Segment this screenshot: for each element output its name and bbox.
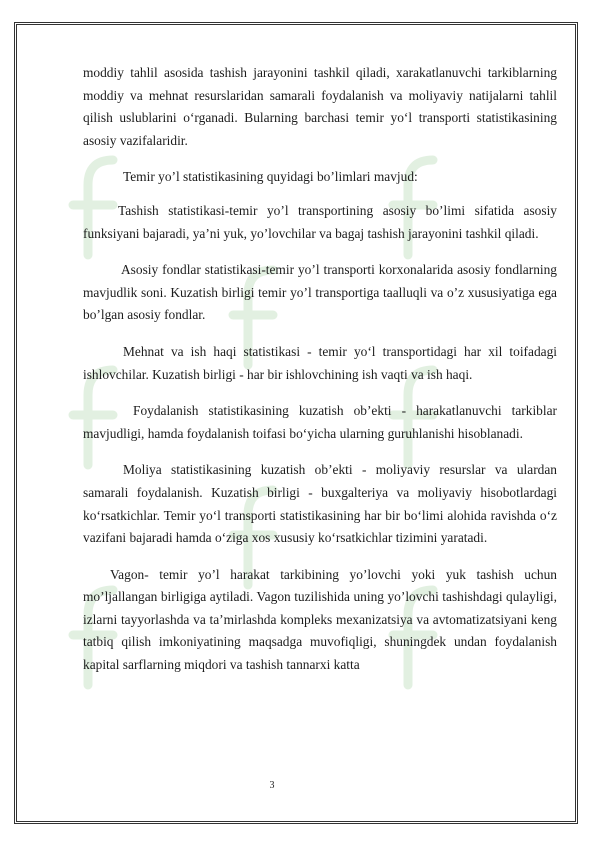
paragraph-usage-statistics: Foydalanish statistikasining kuzatish ob’ekti - harakatlanuvchi tarkiblar mavjudligi, hamda foydalanish toifasi bo‘yicha ularning guruhlanishi hisoblanadi. — [83, 403, 557, 441]
document-body — [83, 62, 557, 677]
page-number — [0, 780, 596, 791]
paragraph-fixed-assets-statistics: Asosiy fondlar statistikasi-temir yo’l transporti korxonalarida asosiy fondlarning mavjudlik soni. Kuzatish birligi temir yo’l transportiga taalluqli va o’z xususiyatiga ega bo’lgan asosiy fondlar. — [83, 262, 557, 323]
paragraph-finance-statistics: Moliya statistikasining kuzatish ob’ekti - moliyaviy resurslar va ulardan samarali foydalanish. Kuzatish birligi - buxgalteriya va moliyaviy hisobotlardagi ko‘rsatkichlar. Temir yo‘l transporti statistikasining har bir bo‘limi alohida ravishda o‘z vazifani bajaradi hamda o‘ziga xos xususiy ko‘rsatkichlar tizimini yaratadi. — [83, 462, 557, 546]
page-number-text: 3 — [269, 780, 275, 791]
paragraph-wagon-definition: Vagon- temir yo’l harakat tarkibining yo’lovchi yoki yuk tashish uchun mo’ljallangan birligiga aytiladi. Vagon tuzilishida uning yo’lovchi tashishdagi qulayligi, izlarni tayyorlashda va ta’mirlashda kompleks mexanizatsiya va avtomatizatsiyani keng tatbiq qilish imkoniyatining maqsadga muvofiqligi, shuningdek undan foydalanish kapital sarflarning miqdori va tashish tannarxi katta — [83, 566, 557, 673]
paragraph-transport-statistics: Tashish statistikasi-temir yo’l transportining asosiy bo’limi sifatida asosiy funksiyani bajaradi, ya’ni yuk, yo’lovchilar va bagaj tashish jarayonini tashkil qiladi. — [83, 202, 557, 241]
paragraph-sections-heading: Temir yo’l statistikasining quyidagi bo’limlari mavjud: — [123, 169, 418, 185]
paragraph-intro-continuation: moddiy tahlil asosida tashish jarayonini tashkil qiladi, xarakatlanuvchi tarkiblarning moddiy va mehnat resurslaridan samarali foydalanish va moliyaviy natijalarni tahlil qilish uslublarini o‘rganadi. Bularning barchasi temir yo‘l transporti statistikasining asosiy vazifalaridir. — [83, 65, 557, 148]
paragraph-labor-wages-statistics: Mehnat va ish haqi statistikasi - temir yo‘l transportidagi har xil toifadagi ishlovchilar. Kuzatish birligi - har bir ishlovchining ish vaqti va ish haqi. — [83, 343, 557, 382]
